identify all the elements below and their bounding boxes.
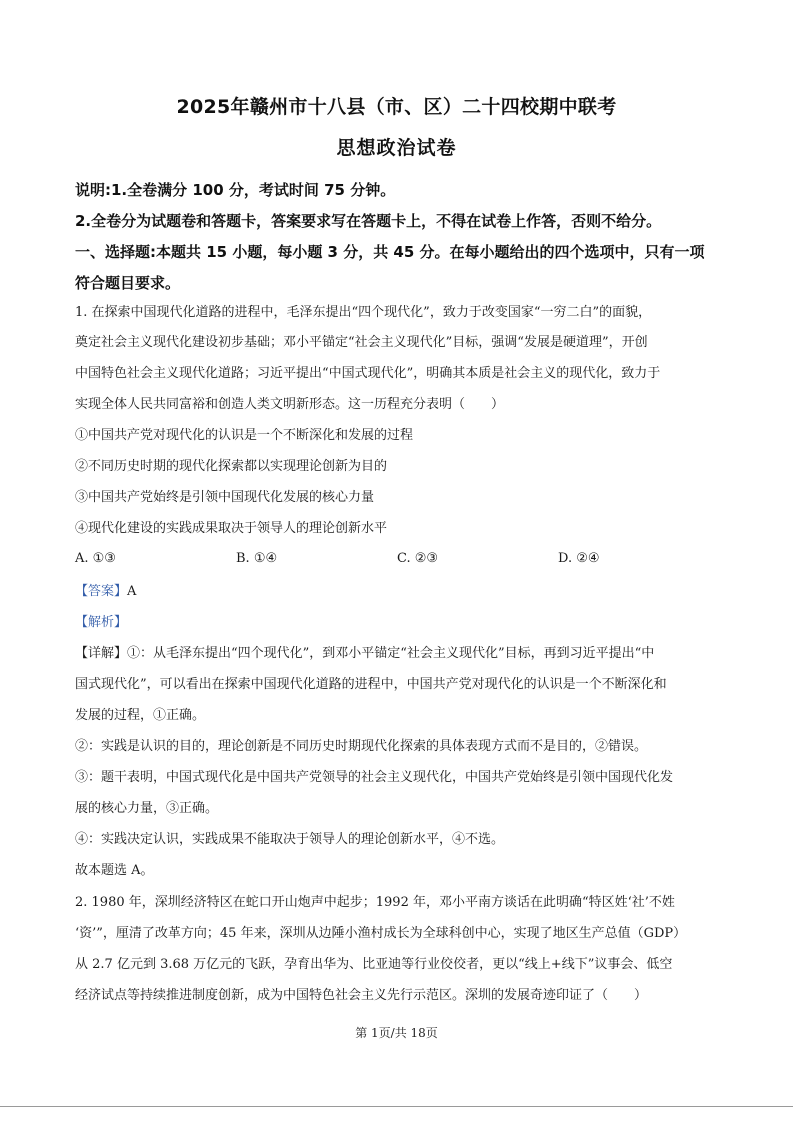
- q1-statement-1: ①中国共产党对现代化的认识是一个不断深化和发展的过程: [75, 428, 414, 443]
- exam-subject: 思想政治试卷: [336, 137, 457, 159]
- q1-option-a: A. ①③: [75, 551, 116, 566]
- q1-statement-4: ④现代化建设的实践成果取决于领导人的理论创新水平: [75, 521, 388, 536]
- q1-detail-line: ③：题干表明，中国式现代化是中国共产党领导的社会主义现代化，中国共产党始终是引领中国现代化发: [75, 770, 674, 785]
- q1-statement-3: ③中国共产党始终是引领中国现代化发展的核心力量: [75, 490, 375, 505]
- q1-detail-line: 国式现代化”，可以看出在探索中国现代化道路的进程中，中国共产党对现代化的认识是一个不断深化和: [75, 677, 667, 692]
- detail-text: ①：从毛泽东提出“四个现代化”，到邓小平锚定“社会主义现代化”目标，再到习近平提出“中: [127, 646, 655, 661]
- q1-conclusion: 故本题选 A。: [75, 863, 154, 878]
- q1-statement-2: ②不同历史时期的现代化探索都以实现理论创新为目的: [75, 459, 388, 474]
- q2-stem-line: 从 2.7 亿元到 3.68 万亿元的飞跃，孕育出华为、比亚迪等行业佼佼者，更以“线上+线下”议事会、低空: [75, 957, 673, 972]
- q1-detail-line: 发展的过程，①正确。: [75, 708, 206, 723]
- q1-stem-line: 奠定社会主义现代化建设初步基础；邓小平锚定“社会主义现代化”目标，强调“发展是硬道理”，开创: [75, 335, 648, 350]
- detail-tag: 【详解】: [75, 646, 128, 661]
- q1-detail-line: ②：实践是认识的目的，理论创新是不同历史时期现代化探索的具体表现方式而不是目的，②错误。: [75, 739, 648, 754]
- q1-option-b: B. ①④: [236, 551, 278, 566]
- section-heading-line-1: 一、选择题:本题共 15 小题，每小题 3 分，共 45 分。在每小题给出的四个选项中，只有一项: [75, 243, 705, 261]
- q1-answer: [75, 583, 725, 600]
- q2-stem-line: 2. 1980 年，深圳经济特区在蛇口开山炮声中起步；1992 年，邓小平南方谈话在此明确“特区姓‘社’不姓: [75, 895, 675, 910]
- page-divider: [0, 1106, 793, 1107]
- answer-tag: 【答案】: [75, 584, 128, 599]
- q2-stem-line: 经济试点等持续推进制度创新，成为中国特色社会主义先行示范区。深圳的发展奇迹印证了（ ）: [75, 988, 648, 1003]
- exam-title: 2025年赣州市十八县（市、区）二十四校期中联考: [176, 96, 617, 118]
- instruction-line-2: 2.全卷分为试题卷和答题卡，答案要求写在答题卡上，不得在试卷上作答，否则不给分。: [75, 212, 662, 230]
- q1-stem-line: 1. 在探索中国现代化道路的进程中，毛泽东提出“四个现代化”，致力于改变国家“一穷二白”的面貌，: [75, 305, 652, 320]
- section-heading-line-2: 符合题目要求。: [75, 274, 181, 292]
- q2-stem-line: ‘资’”，厘清了改革方向；45 年来，深圳从边陲小渔村成长为全球科创中心，实现了地区生产总值（GDP）: [75, 926, 687, 941]
- q1-detail-line: ④：实践决定认识，实践成果不能取决于领导人的理论创新水平，④不选。: [75, 832, 505, 847]
- q1-detail-line: 展的核心力量，③正确。: [75, 801, 219, 816]
- q1-analysis: [75, 614, 725, 631]
- q1-option-c: C. ②③: [397, 551, 439, 566]
- page-number: 第 1页/共 18页: [355, 1026, 438, 1040]
- q1-stem-line: 实现全体人民共同富裕和创造人类文明新形态。这一历程充分表明（ ）: [75, 397, 505, 412]
- analysis-tag: 【解析】: [75, 615, 128, 630]
- q1-detail-line: [75, 645, 725, 662]
- q1-option-d: D. ②④: [558, 551, 600, 566]
- answer-value: A: [127, 584, 137, 599]
- q1-stem-line: 中国特色社会主义现代化道路；习近平提出“中国式现代化”，明确其本质是社会主义的现代化，致力于: [75, 366, 661, 381]
- instruction-line-1: 说明:1.全卷满分 100 分，考试时间 75 分钟。: [75, 181, 396, 199]
